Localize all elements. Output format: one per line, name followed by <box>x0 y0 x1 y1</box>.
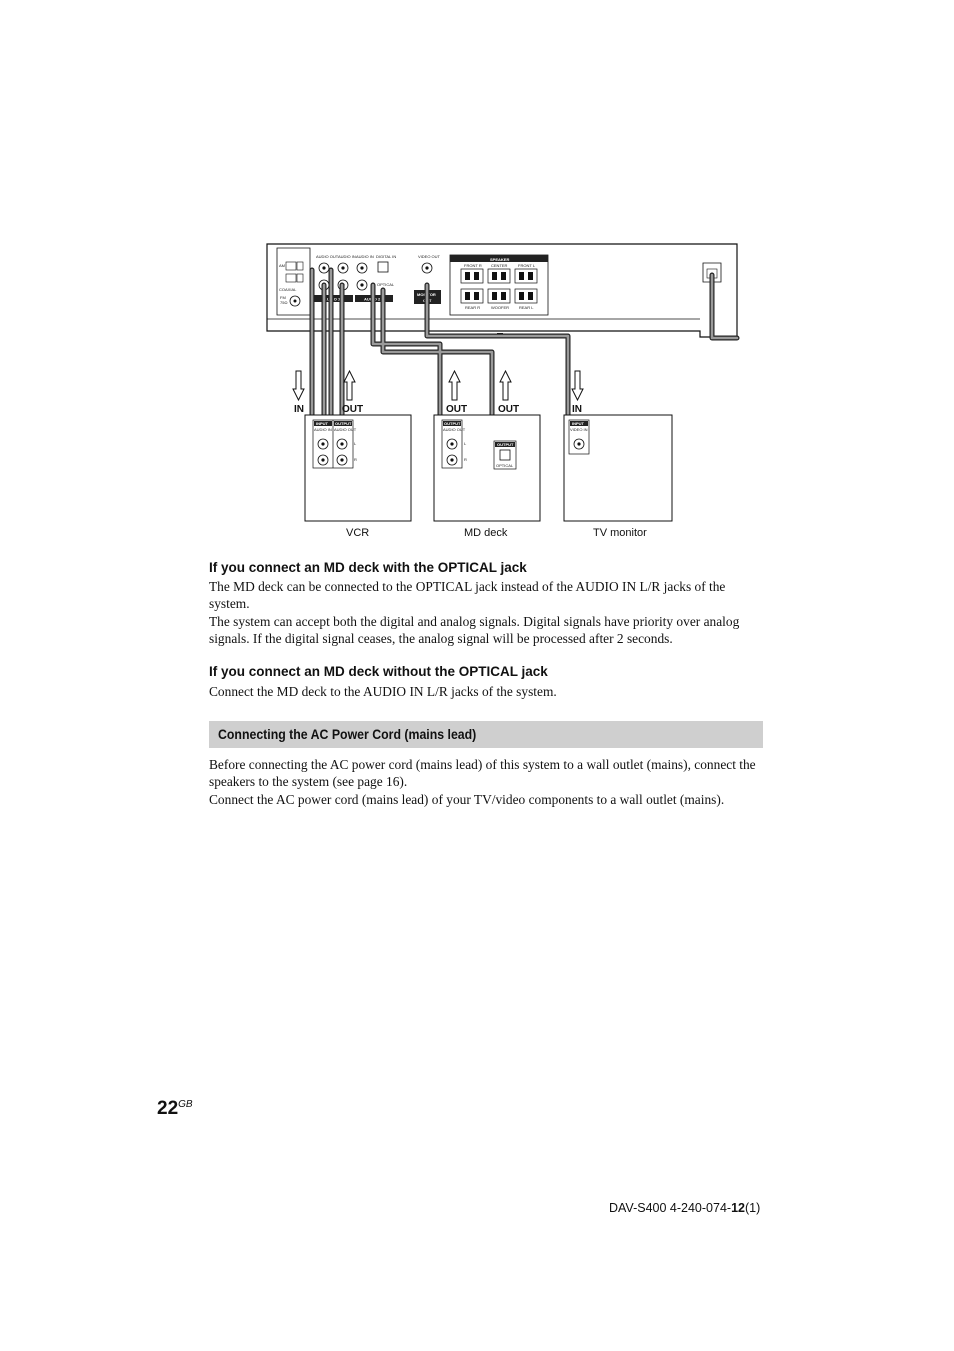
md-output-label: OUTPUT <box>444 421 461 426</box>
paragraph-optical-without: Connect the MD deck to the AUDIO IN L/R jacks of the system. <box>209 684 557 699</box>
tv-monitor-device <box>564 415 672 521</box>
footer-suffix: (1) <box>744 1201 761 1215</box>
arrow-down-icon <box>293 371 304 400</box>
monitor-out-label: OUT <box>423 298 432 303</box>
arrow-label-out: OUT <box>446 404 468 415</box>
speaker-label: SPEAKER <box>490 257 510 262</box>
page-number <box>157 1098 193 1120</box>
vcr-audio-in-label: AUDIO IN <box>314 427 332 432</box>
paragraph-ac-power-1: Before connecting the AC power cord (mains lead) of this system to a wall outlet (mains), connect the speakers to the system (see page 16). <box>209 757 756 790</box>
video-out-label: VIDEO OUT <box>418 254 441 259</box>
coaxial-label: COAXIAL <box>279 287 297 292</box>
tv-video-in-label: VIDEO IN <box>570 427 588 432</box>
paragraph-optical-with-2: The system can accept both the digital and analog signals. Digital signals have priority over analog signals. If the digital signal ceases, the analog signal will be processed after 2 seconds. <box>209 614 740 647</box>
page-number-value: 22 <box>157 1098 179 1119</box>
arrow-label-out: OUT <box>498 404 520 415</box>
vcr-audio-out-label: AUDIO OUT <box>334 427 357 432</box>
heading-optical-without: If you connect an MD deck without the OPTICAL jack <box>209 664 548 679</box>
fm-ohm-label: 75Ω <box>280 300 288 305</box>
paragraph-optical-with-1: The MD deck can be connected to the OPTICAL jack instead of the AUDIO IN L/R jacks of the system. <box>209 579 726 612</box>
footer-code <box>609 1201 760 1215</box>
front-l-label: FRONT L <box>518 263 536 268</box>
tv-input-label: INPUT <box>572 421 584 426</box>
vcr-label: VCR <box>346 527 370 539</box>
vcr-device <box>305 415 411 521</box>
rear-l-label: REAR L <box>519 305 534 310</box>
audio-in-2-label: AUDIO IN <box>356 254 374 259</box>
md-optical-output-label: OUTPUT <box>497 442 514 447</box>
connection-diagram <box>0 0 954 560</box>
md-deck-label: MD deck <box>464 527 508 539</box>
md-l-label: L <box>464 441 467 446</box>
section-band <box>209 721 763 748</box>
center-label: CENTER <box>491 263 508 268</box>
section-title-ac-power: Connecting the AC Power Cord (mains lead) <box>218 726 477 742</box>
heading-optical-with: If you connect an MD deck with the OPTICAL jack <box>209 560 527 575</box>
arrow-up-icon <box>500 371 511 400</box>
arrow-label-in: IN <box>294 404 304 415</box>
woofer-label: WOOFER <box>491 305 509 310</box>
arrow-down-icon <box>572 371 583 400</box>
audio-out-label: AUDIO OUT <box>316 254 339 259</box>
paragraph-ac-power-2: Connect the AC power cord (mains lead) of your TV/video components to a wall outlet (mains). <box>209 792 725 807</box>
am-label: AM <box>279 263 285 268</box>
arrow-label-in: IN <box>572 404 582 415</box>
arrow-up-icon <box>344 371 355 400</box>
rear-r-label: REAR R <box>465 305 481 310</box>
arrow-up-icon <box>449 371 460 400</box>
page-number-suffix: GB <box>178 1099 193 1110</box>
audio-in-label: AUDIO IN <box>338 254 356 259</box>
vcr-input-label: INPUT <box>316 421 328 426</box>
footer-bold: 12 <box>731 1201 745 1215</box>
vcr-r-label: R <box>354 457 357 462</box>
audio1-label: AUDIO 1 <box>324 296 341 302</box>
tv-monitor-label: TV monitor <box>593 527 647 539</box>
system-rear-panel <box>267 244 737 337</box>
md-audio-out-label: AUDIO OUT <box>443 427 466 432</box>
monitor-label: MONITOR <box>417 292 436 297</box>
vcr-output-label: OUTPUT <box>335 421 352 426</box>
front-r-label: FRONT R <box>464 263 482 268</box>
md-deck-device <box>434 415 540 521</box>
footer-prefix: DAV-S400 4-240-074- <box>609 1201 732 1215</box>
fm-label: FM <box>280 295 286 300</box>
md-r-label: R <box>464 457 467 462</box>
audio2-label: AUDIO 2 <box>364 296 381 302</box>
vcr-l-label: L <box>354 441 357 446</box>
arrow-label-out: OUT <box>342 404 364 415</box>
optical-label: OPTICAL <box>377 282 395 287</box>
md-optical-label: OPTICAL <box>496 463 514 468</box>
digital-in-label: DIGITAL IN <box>376 254 397 259</box>
